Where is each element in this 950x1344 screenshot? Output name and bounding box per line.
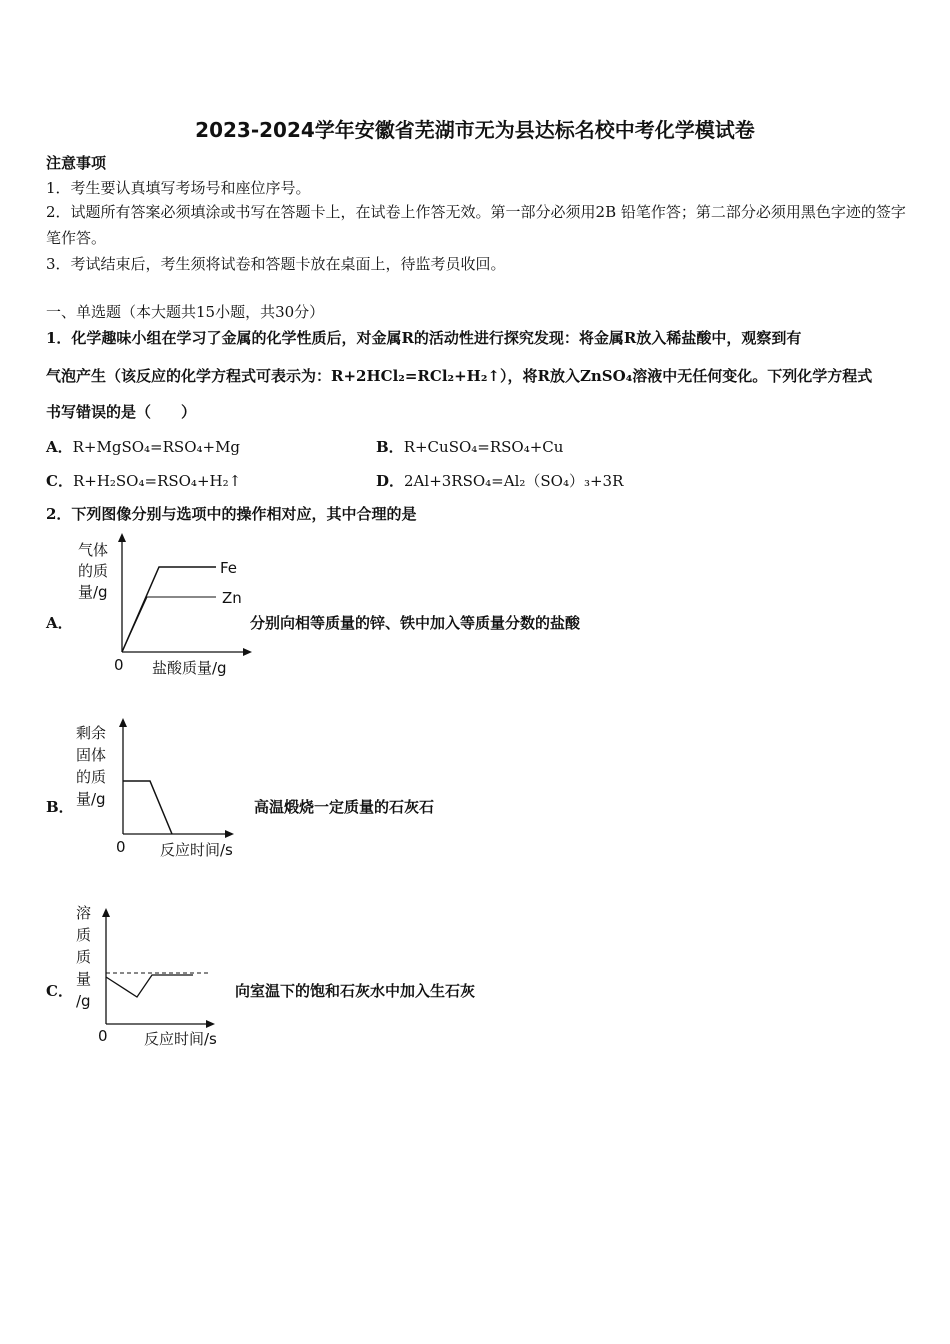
q1-line-3: 书写错误的是（ ） bbox=[46, 403, 197, 421]
option-text: R+CuSO₄=RSO₄+Cu bbox=[403, 438, 564, 456]
option-label: A． bbox=[46, 438, 73, 456]
q2-option-c-desc: 向室温下的饱和石灰水中加入生石灰 bbox=[235, 982, 476, 1000]
y-label-line-3: 量/g bbox=[78, 583, 108, 601]
x-label: 反应时间/s bbox=[144, 1030, 217, 1048]
notice-item-2: 2．试题所有答案必须填涂或书写在答题卡上，在试卷上作答无效。第一部分必须用2B 铅笔作答；第二部分必须用黑色字迹的签字笔作答。 bbox=[46, 203, 906, 247]
x-axis-arrow bbox=[206, 1020, 215, 1028]
q2-graph-c bbox=[66, 900, 236, 1056]
page-title: 2023-2024学年安徽省芜湖市无为县达标名校中考化学模试卷 bbox=[195, 118, 755, 142]
y-label-line-3: 质 bbox=[76, 948, 92, 966]
option-label: D． bbox=[376, 472, 405, 490]
origin-label: 0 bbox=[116, 838, 126, 856]
option-label: B． bbox=[376, 438, 404, 456]
section-heading: 一、单选题（本大题共15小题，共30分） bbox=[46, 303, 325, 321]
x-axis-arrow bbox=[225, 830, 234, 838]
q2-option-a-label[interactable]: A． bbox=[46, 614, 73, 632]
q1-line-2: 气泡产生（该反应的化学方程式可表示为：R+2HCl₂=RCl₂+H₂↑），将R放入ZnSO₄溶液中无任何变化。下列化学方程式 bbox=[46, 367, 873, 385]
q2-option-c-label[interactable]: C． bbox=[46, 982, 73, 1000]
y-label-line-1: 溶 bbox=[76, 904, 92, 922]
notice-heading: 注意事项 bbox=[46, 154, 107, 172]
notice-item-1: 1．考生要认真填写考场号和座位序号。 bbox=[46, 179, 311, 197]
q2-stem: 2．下列图像分别与选项中的操作相对应，其中合理的是 bbox=[46, 505, 417, 523]
x-label: 盐酸质量/g bbox=[152, 659, 227, 677]
q2-graph-b bbox=[66, 712, 256, 866]
series-label-fe: Fe bbox=[220, 559, 238, 577]
y-label-line-2: 固体 bbox=[76, 746, 107, 764]
y-label-line-1: 气体 bbox=[78, 541, 109, 559]
y-axis-arrow bbox=[102, 908, 110, 917]
q2-option-b-label[interactable]: B． bbox=[46, 798, 74, 816]
origin-label: 0 bbox=[98, 1027, 108, 1045]
q2-option-b-desc: 高温煅烧一定质量的石灰石 bbox=[254, 798, 435, 816]
q1-option-d[interactable] bbox=[376, 470, 623, 491]
q2-graph-a bbox=[66, 530, 256, 689]
q2-option-a-desc: 分别向相等质量的锌、铁中加入等质量分数的盐酸 bbox=[250, 614, 581, 632]
zn-curve bbox=[122, 597, 216, 652]
y-axis-arrow bbox=[119, 718, 127, 727]
x-label: 反应时间/s bbox=[160, 841, 233, 859]
option-text: 2Al+3RSO₄=Al₂（SO₄）₃+3R bbox=[404, 472, 624, 490]
option-text: R+H₂SO₄=RSO₄+H₂↑ bbox=[72, 472, 242, 490]
y-label-line-4: 量 bbox=[76, 970, 92, 988]
fe-curve bbox=[122, 567, 216, 652]
y-label-line-3: 的质 bbox=[76, 768, 107, 786]
y-axis-arrow bbox=[118, 533, 126, 542]
series-label-zn: Zn bbox=[222, 589, 242, 607]
q1-option-c[interactable] bbox=[46, 470, 241, 491]
solute-curve bbox=[106, 975, 193, 997]
option-label: C． bbox=[46, 472, 73, 490]
notice-item-3: 3．考试结束后，考生须将试卷和答题卡放在桌面上，待监考员收回。 bbox=[46, 255, 506, 273]
y-label-line-1: 剩余 bbox=[76, 724, 107, 742]
x-axis-arrow bbox=[243, 648, 252, 656]
option-text: R+MgSO₄=RSO₄+Mg bbox=[72, 438, 241, 456]
q1-line-1: 1．化学趣味小组在学习了金属的化学性质后，对金属R的活动性进行探究发现：将金属R放入稀盐酸中，观察到有 bbox=[46, 329, 802, 347]
mass-curve bbox=[123, 781, 172, 834]
y-label-line-2: 的质 bbox=[78, 562, 109, 580]
q1-option-a[interactable] bbox=[46, 436, 240, 457]
y-label-line-5: /g bbox=[76, 992, 91, 1010]
y-label-line-4: 量/g bbox=[76, 790, 106, 808]
q1-option-b[interactable] bbox=[376, 436, 563, 457]
origin-label: 0 bbox=[114, 656, 124, 674]
y-label-line-2: 质 bbox=[76, 926, 92, 944]
